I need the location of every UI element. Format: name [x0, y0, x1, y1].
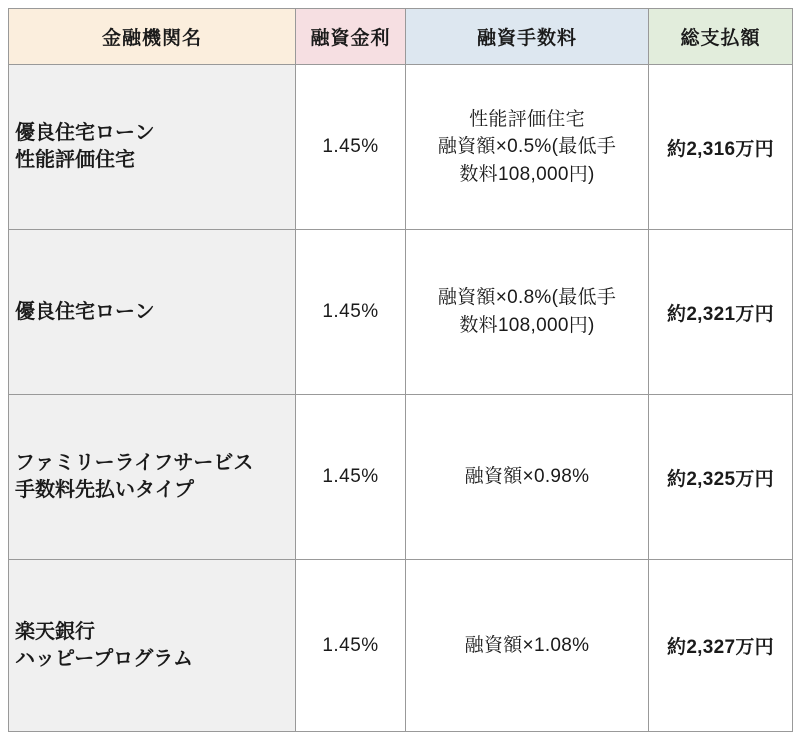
fee-line-2: 融資額×1.08%	[464, 634, 590, 656]
cell-interest-rate: 1.45%	[296, 395, 406, 560]
cell-interest-rate: 1.45%	[296, 560, 406, 732]
cell-total-payment: 約2,325万円	[649, 395, 793, 560]
column-header-rate: 融資金利	[296, 9, 406, 65]
cell-loan-fee	[406, 230, 649, 395]
table-row	[9, 560, 793, 732]
cell-bank-name	[9, 230, 296, 395]
cell-total-payment: 約2,327万円	[649, 560, 793, 732]
table-header-row	[9, 9, 793, 65]
fee-line-2: 融資額×0.8%(最低手	[437, 287, 617, 309]
cell-loan-fee	[406, 560, 649, 732]
table-row	[9, 65, 793, 230]
bank-name-line-1: 優良住宅ローン	[15, 122, 155, 144]
cell-bank-name	[9, 395, 296, 560]
cell-loan-fee	[406, 395, 649, 560]
bank-name-line-1: ファミリーライフサービス	[15, 452, 254, 474]
table-body	[9, 65, 793, 732]
fee-line-1: 性能評価住宅	[469, 108, 585, 130]
column-header-fee: 融資手数料	[406, 9, 649, 65]
cell-bank-name	[9, 65, 296, 230]
cell-total-payment: 約2,316万円	[649, 65, 793, 230]
cell-interest-rate: 1.45%	[296, 230, 406, 395]
cell-loan-fee	[406, 65, 649, 230]
cell-bank-name	[9, 560, 296, 732]
column-header-total: 総支払額	[649, 9, 793, 65]
table-row	[9, 230, 793, 395]
table-header	[9, 9, 793, 65]
fee-line-3: 数料108,000円)	[459, 163, 595, 185]
bank-name-line-2: ハッピープログラム	[15, 647, 193, 670]
bank-name-line-2: 性能評価住宅	[15, 149, 135, 171]
cell-total-payment: 約2,321万円	[649, 230, 793, 395]
cell-interest-rate: 1.45%	[296, 65, 406, 230]
bank-name-line-1: 楽天銀行	[15, 620, 95, 643]
bank-name-line-1: 優良住宅ローン	[15, 300, 155, 323]
column-header-bank: 金融機関名	[9, 9, 296, 65]
loan-comparison-table	[8, 8, 793, 732]
table-row	[9, 395, 793, 560]
bank-name-line-2: 手数料先払いタイプ	[15, 479, 194, 501]
fee-line-2: 融資額×0.98%	[464, 466, 590, 488]
fee-line-3: 数料108,000円)	[459, 315, 595, 336]
fee-line-2: 融資額×0.5%(最低手	[437, 136, 617, 158]
